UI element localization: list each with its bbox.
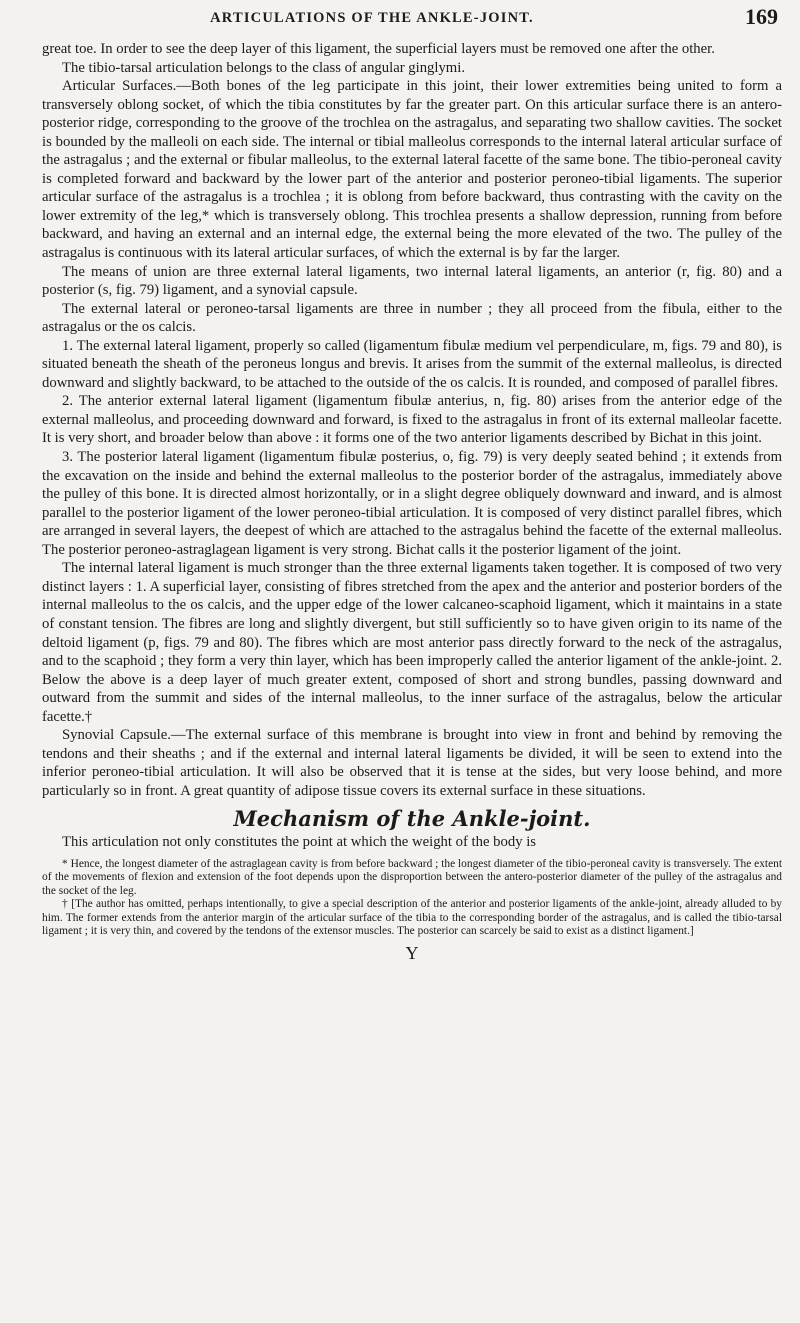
paragraph: 3. The posterior lateral ligament (ligamentum fibulæ posterius, o, fig. 79) is very deeply seated behind ; it extends from the excavation on the inside and behind the external malleolus to the posterior border of the astragalus, immediately above the pulley of this bone. It is directed almost horizontally, or in a slight degree obliquely downward and inward, and is almost parallel to the posterior ligament of the lower peroneo-tibial articulation. It is composed of very distinct parallel fibres, which are arranged in several layers, the deepest of which are attached to the astragalus behind the facette of the external malleolus. The posterior peroneo-astraglagean ligament is very strong. Bichat calls it the posterior ligament of the joint.: [42, 449, 782, 558]
page-header: [42, 0, 782, 40]
paragraph: Articular Surfaces.—Both bones of the leg participate in this joint, their lower extremities being united to form a transversely oblong socket, of which the tibia constitutes by far the greater part. On this articular surface there is an antero-posterior ridge, corresponding to the groove of the trochlea on the astragalus, and separating two shallow cavities. The socket is bounded by the malleoli on each side. The internal or tibial malleolus corresponds to the internal lateral articular surface of the astragalus ; and the external or fibular malleolus, to the external lateral facette of the same bone. The tibio-peroneal cavity is completed forward and backward by the lower part of the anterior and posterior peroneo-tibial ligaments. The superior articular surface of the astragalus is a trochlea ; it is oblong from before backward, thus contrasting with the cavity on the lower extremity of the leg,* which is transversely oblong. This trochlea presents a shallow depression, running from before backward, and having an external and an internal edge, the external being the more elevated of the two. The pulley of the astragalus is continuous with its lateral articular surfaces, of which the external is by far the larger.: [42, 78, 782, 262]
footnote: * Hence, the longest diameter of the astraglagean cavity is from before backward ; the longest diameter of the tibio-peroneal cavity is transversely. The extent of the movements of flexion and extension of the foot depends upon the disproportion between the antero-posterior diameter of the pulley of the astragalus and the socket of the leg.: [42, 857, 782, 897]
paragraph: great toe. In order to see the deep layer of this ligament, the superficial layers must be removed one after the other.: [42, 41, 715, 57]
body-text: [42, 40, 782, 852]
paragraph: This articulation not only constitutes the point at which the weight of the body is: [62, 833, 537, 850]
paragraph: The internal lateral ligament is much stronger than the three external ligaments taken together. It is composed of two very distinct layers : 1. A superficial layer, consisting of fibres stretched from the apex and the anterior and posterior borders of the internal malleolus to the os calcis, and the upper edge of the lower calcaneo-scaphoid ligament, which it maintains in a state of constant tension. The fibres are long and slightly divergent, but still sufficiently so to have given origin to its name of the deltoid ligament (p, figs. 79 and 80). The fibres which are most anterior pass directly forward to the neck of the astragalus, and to the scaphoid ; they form a very thin layer, which has been improperly called the anterior ligament of the ankle-joint. 2. Below the above is a deep layer of much greater extent, composed of short and strong bundles, passing downward and outward from the summit and sides of the internal malleolus, to the inner surface of the astragalus, below the articular facette.†: [42, 560, 782, 725]
paragraph: 1. The external lateral ligament, properly so called (ligamentum fibulæ medium vel perpendiculare, m, figs. 79 and 80), is situated beneath the sheath of the peroneus longus and brevis. It arises from the summit of the external malleolus, is directed downward and slightly backward, to be attached to the outside of the os calcis. It is rounded, and composed of parallel fibres.: [42, 337, 782, 391]
page-number: 169: [745, 4, 778, 29]
paragraph: The means of union are three external lateral ligaments, two internal lateral ligaments, an anterior (r, fig. 80) and a posterior (s, fig. 79) ligament, and a synovial capsule.: [42, 263, 782, 299]
paragraph: The external lateral or peroneo-tarsal ligaments are three in number ; they all proceed from the fibula, either to the astragalus or the os calcis.: [42, 300, 782, 336]
footnotes: [42, 858, 782, 940]
paragraph: 2. The anterior external lateral ligament (ligamentum fibulæ anterius, n, fig. 80) arises from the anterior edge of the external malleolus, and proceeding downward and forward, is fixed to the astragalus in front of its external malleolar facette. It is very short, and broader below than above : it forms one of the two anterior ligaments described by Bichat in this joint.: [42, 393, 782, 447]
section-heading: Mechanism of the Ankle-joint.: [233, 806, 591, 832]
signature-mark: Y: [405, 943, 419, 964]
paragraph: The tibio-tarsal articulation belongs to the class of angular ginglymi.: [62, 59, 465, 76]
running-head: ARTICULATIONS OF THE ANKLE-JOINT.: [210, 10, 534, 26]
paragraph: Synovial Capsule.—The external surface of this membrane is brought into view in front and behind by removing the tendons and their sheaths ; and if the external and internal lateral ligaments be divided, it will be seen to extend into the inferior peroneo-tibial articulation. It will also be observed that it is tense at the sides, but very loose behind, and more particularly so in front. A great quantity of adipose tissue covers its external surface in these situations.: [42, 727, 782, 799]
footnote: † [The author has omitted, perhaps intentionally, to give a special description of the anterior and posterior ligaments of the ankle-joint, already alluded to by him. The former extends from the anterior margin of the articular surface of the tibia to the corresponding border of the astragalus, and is called the tibio-tarsal ligament ; it is very thin, and covered by the tendons of the extensor muscles. The posterior can scarcely be said to exist as a distinct ligament.]: [42, 898, 782, 938]
